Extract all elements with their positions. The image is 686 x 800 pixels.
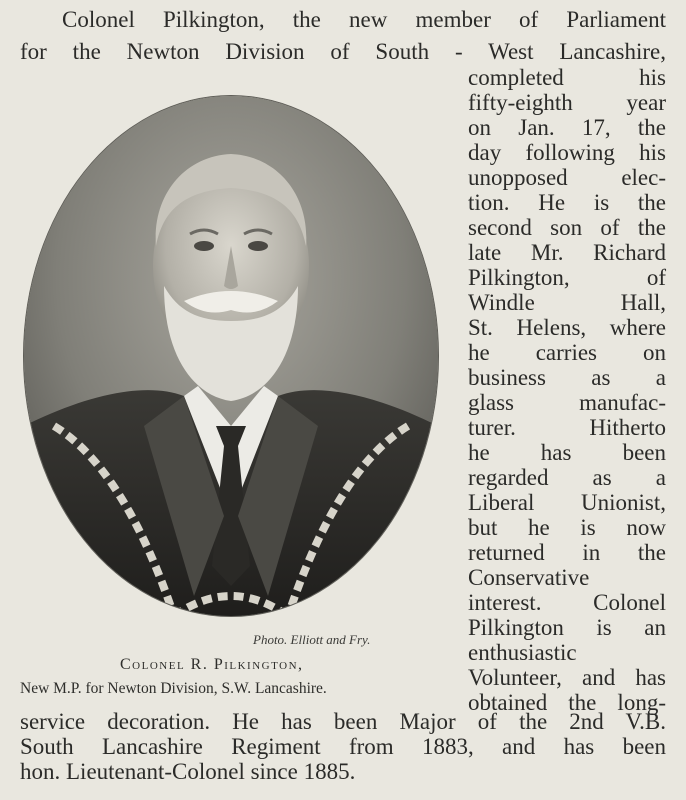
article-line: day following his	[468, 140, 666, 165]
portrait-photo	[24, 96, 438, 616]
article-line: for the Newton Division of South - West Lancashire,	[20, 39, 666, 64]
article-line: hon. Lieutenant-Colonel since 1885.	[20, 759, 356, 784]
article-line: business as a	[468, 365, 666, 390]
article-line: Pilkington, of	[468, 265, 666, 290]
photo-credit: Photo. Elliott and Fry.	[253, 632, 371, 647]
article-line: Volunteer, and has	[468, 665, 666, 690]
article-line: unopposed elec-	[468, 165, 666, 190]
article-line: St. Helens, where	[468, 315, 666, 340]
article-line: enthusiastic	[468, 640, 577, 665]
article-line: Pilkington is an	[468, 615, 666, 640]
article-line: fifty-eighth year	[468, 90, 666, 115]
caption-name: Colonel R. Pilkington,	[120, 656, 304, 673]
article-line: glass manufac-	[468, 390, 666, 415]
article-line: Conservative	[468, 565, 590, 590]
article-line: service decoration. He has been Major of the 2nd V.B.	[20, 709, 666, 734]
article-line: turer. Hitherto	[468, 415, 666, 440]
article-line: South Lancashire Regiment from 1883, and has been	[20, 734, 666, 759]
article-line: returned in the	[468, 540, 666, 565]
article-line: regarded as a	[468, 465, 666, 490]
article-line: interest. Colonel	[468, 590, 666, 615]
article-line: on Jan. 17, the	[468, 115, 666, 140]
article-line: Colonel Pilkington, the new member of Parliament	[62, 7, 666, 32]
article-line: second son of the	[468, 215, 666, 240]
article-line: tion. He is the	[468, 190, 666, 215]
article-line: but he is now	[468, 515, 666, 540]
article-line: completed his	[468, 65, 666, 90]
portrait-illustration	[24, 96, 438, 616]
article-line: he carries on	[468, 340, 666, 365]
article-line: late Mr. Richard	[468, 240, 666, 265]
article-line: Windle Hall,	[468, 290, 666, 315]
caption-description: New M.P. for Newton Division, S.W. Lancashire.	[20, 680, 327, 697]
article-line: Liberal Unionist,	[468, 490, 666, 515]
article-line: obtained the long-	[468, 690, 666, 715]
article-line: he has been	[468, 440, 666, 465]
